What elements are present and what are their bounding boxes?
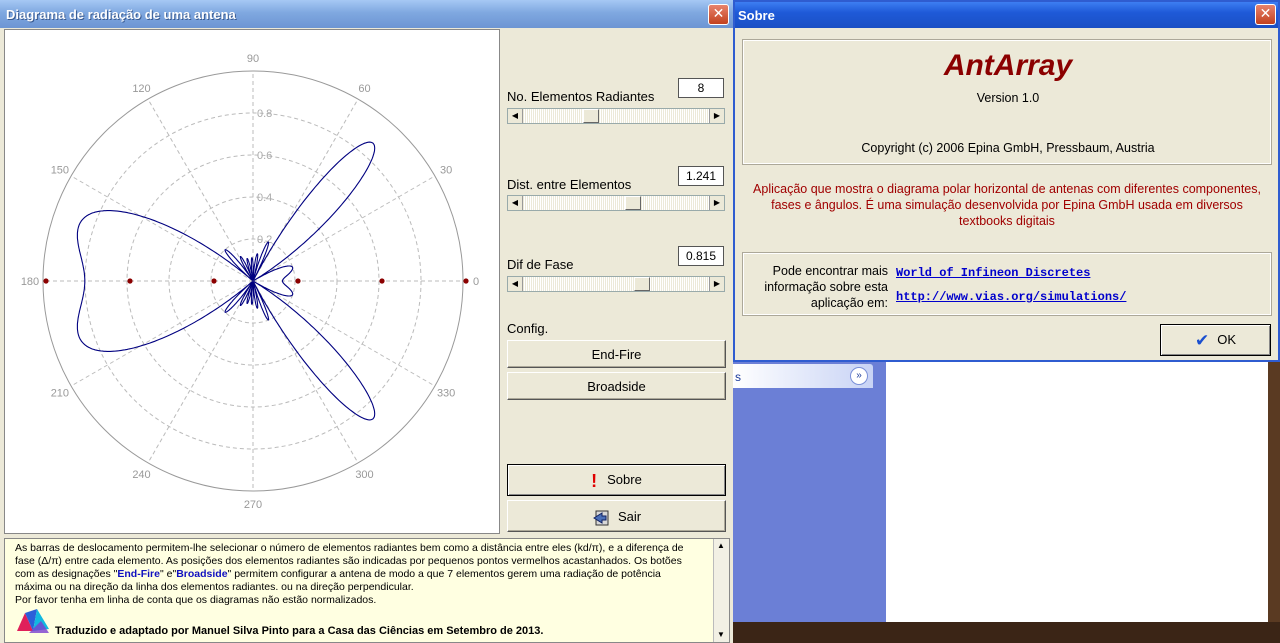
slider-right-arrow-icon[interactable]: ▶ (709, 277, 724, 291)
exit-door-icon (592, 509, 614, 527)
about-info-box (743, 40, 1271, 164)
elements-slider-thumb[interactable] (583, 109, 599, 123)
element-dot (463, 278, 468, 283)
infineon-link[interactable]: World of Infineon Discretes (896, 266, 1091, 280)
endfire-button[interactable]: End-Fire (507, 340, 726, 368)
app-version: Version 1.0 (976, 91, 1040, 105)
element-dot (295, 278, 300, 283)
elements-slider[interactable] (507, 108, 725, 124)
vias-link[interactable]: http://www.vias.org/simulations/ (896, 290, 1127, 304)
slider-right-arrow-icon[interactable]: ▶ (709, 109, 724, 123)
angle-label: 0 (472, 276, 480, 288)
elements-value-field[interactable]: 8 (678, 78, 724, 98)
angle-label: 60 (358, 82, 371, 95)
polar-plot (4, 29, 500, 534)
distance-value-field[interactable]: 1.241 (678, 166, 724, 186)
element-dot (43, 278, 48, 283)
task-pane-header[interactable] (733, 364, 873, 388)
more-info-text: Pode encontrar mais informação sobre esta aplicação em: (764, 264, 888, 310)
app-name: AntArray (943, 49, 1073, 82)
radial-labels (257, 108, 272, 246)
endfire-mention: End-Fire (117, 568, 160, 580)
about-close-button[interactable] (1255, 4, 1276, 25)
grid-spoke (148, 281, 253, 463)
broadside-mention: Broadside (176, 568, 228, 580)
more-info-box (743, 253, 1271, 315)
exclamation-icon: ! (591, 470, 598, 491)
slider-left-arrow-icon[interactable]: ◀ (508, 277, 523, 291)
main-close-button[interactable] (708, 4, 729, 25)
distance-slider[interactable] (507, 195, 725, 211)
element-dot (211, 278, 216, 283)
element-dot (379, 278, 384, 283)
info-scrollbar[interactable] (713, 539, 729, 642)
casa-das-ciencias-logo-icon (15, 607, 51, 635)
close-icon: ✕ (1259, 6, 1272, 22)
slider-right-arrow-icon[interactable]: ▶ (709, 196, 724, 210)
angle-label: 330 (436, 387, 456, 400)
element-dot (127, 278, 132, 283)
distance-slider-thumb[interactable] (625, 196, 641, 210)
sobre-button-label: Sobre (607, 472, 642, 487)
grid-spoke (71, 176, 253, 281)
chevron-down-icon[interactable]: » (850, 367, 868, 385)
angle-label: 300 (355, 469, 374, 482)
radial-label: 0.2 (257, 234, 273, 246)
radial-label: 0.8 (257, 108, 273, 120)
angle-label: 120 (132, 82, 151, 95)
polar-chart (5, 30, 499, 533)
phase-value-field[interactable]: 0.815 (678, 246, 724, 266)
info-line: As barras de deslocamento permitem-lhe selecionar o número de elementos radiantes bem como a distância entre eles (kd/π), e a diferença de (15, 542, 684, 554)
sair-button-label: Sair (617, 509, 642, 524)
phase-slider-thumb[interactable] (634, 277, 650, 291)
info-text (15, 542, 711, 607)
slider-left-arrow-icon[interactable]: ◀ (508, 109, 523, 123)
info-line: com as designações "End-Fire" e"Broadside" permitem configurar a antena de modo a que 7 elementos gerem uma radiação de potência (15, 568, 661, 580)
slider-left-arrow-icon[interactable]: ◀ (508, 196, 523, 210)
desktop-white-area (886, 362, 1268, 622)
distance-label: Dist. entre Elementos (507, 177, 632, 192)
desktop-task-pane (733, 362, 886, 622)
angle-labels (21, 53, 479, 511)
main-window-title: Diagrama de radiação de uma antena (6, 7, 236, 22)
radial-label: 0.4 (257, 192, 273, 204)
scroll-down-icon[interactable]: ▼ (717, 630, 725, 639)
sair-button[interactable] (507, 500, 726, 532)
sobre-button[interactable] (507, 464, 726, 496)
broadside-button[interactable]: Broadside (507, 372, 726, 400)
angle-label: 270 (243, 499, 263, 511)
angle-label: 210 (50, 387, 70, 400)
phase-slider[interactable] (507, 276, 725, 292)
credit-text: Traduzido e adaptado por Manuel Silva Pinto para a Casa das Ciências em Setembro de 2013. (55, 625, 544, 637)
grid-spoke (253, 176, 435, 281)
ok-button[interactable] (1160, 324, 1271, 356)
grid-spoke (148, 99, 253, 281)
angle-label: 180 (20, 276, 40, 288)
info-line: Por favor tenha em linha de conta que os diagramas não estão normalizados. (15, 594, 377, 606)
config-label: Config. (507, 321, 549, 336)
desktop-background (733, 622, 1280, 643)
info-line: máxima ou na direção da linha dos elementos radiantes. ou na direção perpendicular. (15, 581, 414, 593)
radial-label: 0.6 (257, 150, 273, 162)
close-icon: ✕ (712, 6, 725, 22)
about-title-bar[interactable] (735, 2, 1278, 28)
main-title-bar[interactable] (0, 0, 733, 28)
checkmark-icon: ✔ (1194, 330, 1210, 351)
about-dialog (733, 0, 1280, 362)
elements-label: No. Elementos Radiantes (507, 89, 655, 104)
angle-label: 240 (132, 469, 151, 482)
scroll-up-icon[interactable]: ▲ (717, 541, 725, 550)
task-pane-header-text: s (735, 370, 741, 384)
info-panel (4, 538, 730, 643)
grid-spoke (253, 281, 435, 386)
phase-label: Dif de Fase (507, 257, 574, 272)
info-line: fase (Δ/π) entre cada elemento. As posições dos elementos radiantes são indicadas por pequenos pontos vermelhos acastanhados. Os botões (15, 555, 682, 567)
copyright-text: Copyright (c) 2006 Epina GmbH, Pressbaum, Austria (861, 141, 1155, 155)
app-description: Aplicação que mostra o diagrama polar horizontal de antenas com diferentes componentes, fases e ângulos. É uma simulação desenvolvida por Epina GmbH usada em diversos textbooks digitais (753, 182, 1261, 228)
about-title: Sobre (738, 8, 775, 23)
angle-label: 30 (439, 164, 453, 177)
grid-spoke (71, 281, 253, 386)
angle-label: 90 (246, 53, 260, 65)
ok-button-label: OK (1217, 332, 1237, 347)
angle-label: 150 (50, 164, 70, 177)
